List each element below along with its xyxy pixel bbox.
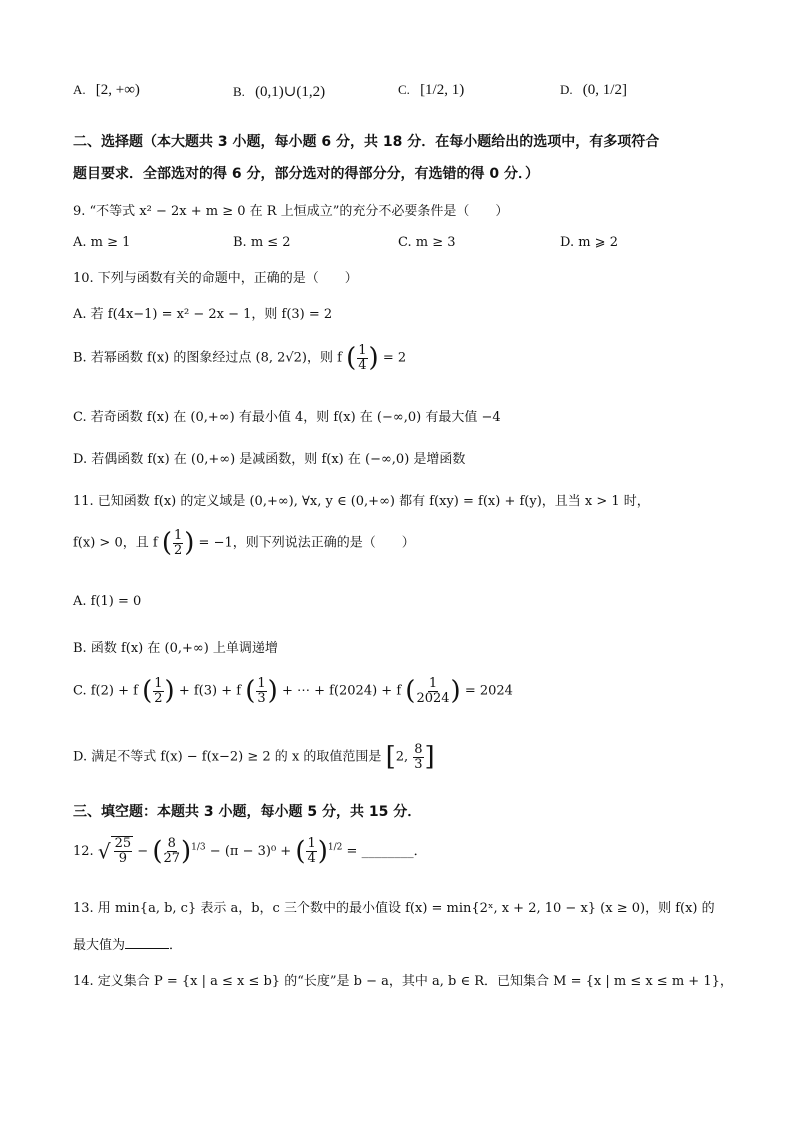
- option-value: [1/2, 1): [420, 82, 465, 98]
- q9-option-a: A. m ≥ 1: [73, 235, 131, 250]
- q9-option-b: B. m ≤ 2: [233, 235, 291, 250]
- section-2-heading-line1: 二、选择题（本大题共 3 小题，每小题 6 分，共 18 分．在每小题给出的选项中，有多项符合: [73, 134, 660, 150]
- option-value: (0,1)∪(1,2): [255, 84, 326, 100]
- fraction: $\frac{1}{3}$: [257, 675, 266, 706]
- q8-option-a: [73, 82, 140, 99]
- fraction: $\frac{25}{9}$: [114, 836, 132, 866]
- q8-option-d: [560, 82, 627, 99]
- q11-option-c-result: = 2024: [464, 683, 513, 699]
- option-label: D.: [560, 82, 573, 97]
- q11-option-c: C. f(2) + f ( $\frac{1}{2}$ ) + f(3) + f ( $\frac{1}{3}$ ) + ⋯ + f(2024) + f ( $\frac{1}{2024}$ ) = 2024: [73, 675, 513, 706]
- q11-option-c-text: + f(3) + f: [178, 683, 242, 699]
- option-label: B.: [233, 84, 245, 99]
- fraction: $\frac{8}{3}$: [414, 741, 423, 772]
- q9-option-c: C. m ≥ 3: [398, 235, 456, 250]
- option-value: (0, 1/2]: [582, 82, 627, 98]
- q13-answer-blank[interactable]: [125, 936, 169, 949]
- option-label: C.: [398, 82, 410, 97]
- q14-line1: 14. 定义集合 P = {x | a ≤ x ≤ b} 的“长度”是 b − a，其中 a, b ∈ R．已知集合 M = {x | m ≤ x ≤ m + 1}，: [73, 974, 733, 989]
- q10-option-d: D. 若偶函数 f(x) 在 (0,+∞) 是减函数，则 f(x) 在 (−∞,0) 是增函数: [73, 452, 466, 467]
- exponent: 1/3: [191, 842, 206, 853]
- q11-option-b: B. 函数 f(x) 在 (0,+∞) 上单调递增: [73, 641, 278, 656]
- fraction: $\frac{1}{4}$: [358, 342, 367, 373]
- interval-left: 2,: [395, 749, 409, 765]
- q12-label: 12.: [73, 844, 94, 859]
- q9-option-d: D. m ⩾ 2: [560, 235, 618, 250]
- exponent: 1/2: [327, 842, 343, 853]
- q11-option-c-text: C. f(2) + f: [73, 683, 138, 699]
- fraction: $\frac{1}{2024}$: [416, 675, 450, 706]
- q12-answer-blank[interactable]: = ________．: [346, 844, 427, 859]
- q11-stem-line1: 11. 已知函数 f(x) 的定义域是 (0,+∞), ∀x, y ∈ (0,+∞) 都有 f(xy) = f(x) + f(y)，且当 x > 1 时，: [73, 494, 650, 509]
- q11-option-d: D. 满足不等式 f(x) − f(x−2) ≥ 2 的 x 的取值范围是 [2, $\frac{8}{3}$ ]: [73, 741, 435, 772]
- q11-option-d-text: D. 满足不等式 f(x) − f(x−2) ≥ 2 的 x 的取值范围是: [73, 749, 382, 765]
- q12-expression: 12. √ $\frac{25}{9}$ − ( $\frac{8}{27}$ )$^{1/3}$ − (π − 3)⁰ + ( $\frac{1}{4}$ )$^{1/2}$ = ________．: [73, 836, 427, 867]
- q10-option-b-result: = 2: [382, 350, 407, 366]
- q10-stem: 10. 下列与函数有关的命题中，正确的是（ ）: [73, 271, 358, 286]
- q8-option-b: [233, 82, 325, 101]
- q11-stem-text-end: = −1，则下列说法正确的是（ ）: [198, 535, 415, 551]
- q8-option-c: [398, 82, 464, 99]
- fraction: $\frac{1}{4}$: [307, 836, 316, 866]
- q11-stem-line2: f(x) > 0，且 f ( $\frac{1}{2}$ ) = −1，则下列说法正确的是（ ）: [73, 527, 415, 558]
- q13-text: 最大值为: [73, 938, 126, 953]
- q11-option-c-text: + ⋯ + f(2024) + f: [281, 683, 402, 699]
- fraction: $\frac{1}{2}$: [154, 675, 163, 706]
- section-2-heading-line2: 题目要求．全部选对的得 6 分，部分选对的得部分分，有选错的得 0 分．）: [73, 166, 539, 182]
- option-value: [2, +∞): [95, 82, 140, 98]
- fraction: $\frac{1}{2}$: [173, 527, 183, 558]
- q13-line2: [73, 934, 182, 953]
- q13-line1: 13. 用 min{a, b, c} 表示 a，b，c 三个数中的最小值设 f(x) = min{2ˣ, x + 2, 10 − x} (x ≥ 0)，则 f(x) 的: [73, 901, 715, 916]
- section-3-heading: 三、填空题：本题共 3 小题，每小题 5 分，共 15 分．: [73, 804, 422, 820]
- q13-text-end: ．: [169, 938, 183, 953]
- q12-mid: − (π − 3)⁰ +: [209, 844, 292, 859]
- q10-option-a: A. 若 f(4x−1) = x² − 2x − 1，则 f(3) = 2: [73, 307, 333, 322]
- q11-option-a: A. f(1) = 0: [73, 594, 142, 609]
- q10-option-b: B. 若幂函数 f(x) 的图象经过点 (8, 2√2)，则 f ( $\frac{1}{4}$ ) = 2: [73, 342, 407, 373]
- q11-stem-text: f(x) > 0，且 f: [73, 535, 158, 551]
- option-label: A.: [73, 82, 86, 97]
- q9-stem: 9. “不等式 x² − 2x + m ≥ 0 在 R 上恒成立”的充分不必要条件是（ ）: [73, 204, 509, 219]
- fraction: $\frac{8}{27}$: [163, 836, 181, 866]
- q10-option-c: C. 若奇函数 f(x) 在 (0,+∞) 有最小值 4，则 f(x) 在 (−∞,0) 有最大值 −4: [73, 410, 501, 425]
- q10-option-b-text: B. 若幂函数 f(x) 的图象经过点 (8, 2√2)，则 f: [73, 350, 342, 366]
